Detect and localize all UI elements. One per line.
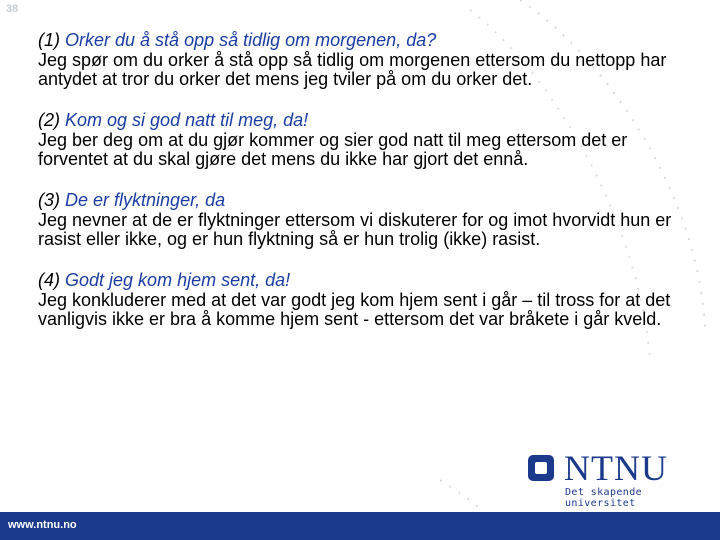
example-explanation: Jeg nevner at de er flyktninger ettersom vi diskuterer for og imot hvorvidt hun er rasist eller ikke, og er hun flyktning så er hun trolig (ikke) rasist. bbox=[38, 210, 672, 249]
example-number: (2) bbox=[38, 110, 60, 130]
example-explanation: Jeg ber deg om at du gjør kommer og sier god natt til meg ettersom det er forventet at du skal gjøre det mens du ikke har gjort det ennå. bbox=[38, 130, 628, 169]
footer-bar bbox=[0, 512, 720, 540]
example-title bbox=[38, 110, 698, 131]
ntnu-logo-icon bbox=[528, 455, 554, 481]
logo-name: NTNU bbox=[564, 448, 668, 488]
example-title bbox=[38, 30, 698, 51]
example-explanation: Jeg spør om du orker å stå opp så tidlig om morgenen ettersom du nettopp har antydet at tror du orker det mens jeg tviler på om du orker det. bbox=[38, 50, 667, 89]
logo-tagline: Det skapende universitet bbox=[565, 487, 643, 509]
ntnu-logo bbox=[528, 448, 708, 509]
example-sentence: De er flyktninger, da bbox=[65, 190, 226, 210]
example-explanation: Jeg konkluderer med at det var godt jeg kom hjem sent i går – til tross for at det vanligvis ikke er bra å komme hjem sent - ettersom det var bråkete i går kveld. bbox=[38, 290, 671, 329]
example-sentence: Godt jeg kom hjem sent, da! bbox=[65, 270, 291, 290]
example-number: (1) bbox=[38, 30, 60, 50]
example-1 bbox=[38, 30, 698, 89]
example-title bbox=[38, 270, 698, 291]
example-sentence: Orker du å stå opp så tidlig om morgenen, da? bbox=[65, 30, 437, 50]
example-number: (4) bbox=[38, 270, 60, 290]
slide-number: 38 bbox=[6, 3, 19, 15]
example-3 bbox=[38, 190, 698, 249]
example-sentence: Kom og si god natt til meg, da! bbox=[65, 110, 309, 130]
example-title bbox=[38, 190, 698, 211]
example-number: (3) bbox=[38, 190, 60, 210]
example-2 bbox=[38, 110, 698, 169]
example-4 bbox=[38, 270, 698, 329]
example-list bbox=[38, 30, 698, 350]
footer-url[interactable]: www.ntnu.no bbox=[8, 519, 77, 531]
